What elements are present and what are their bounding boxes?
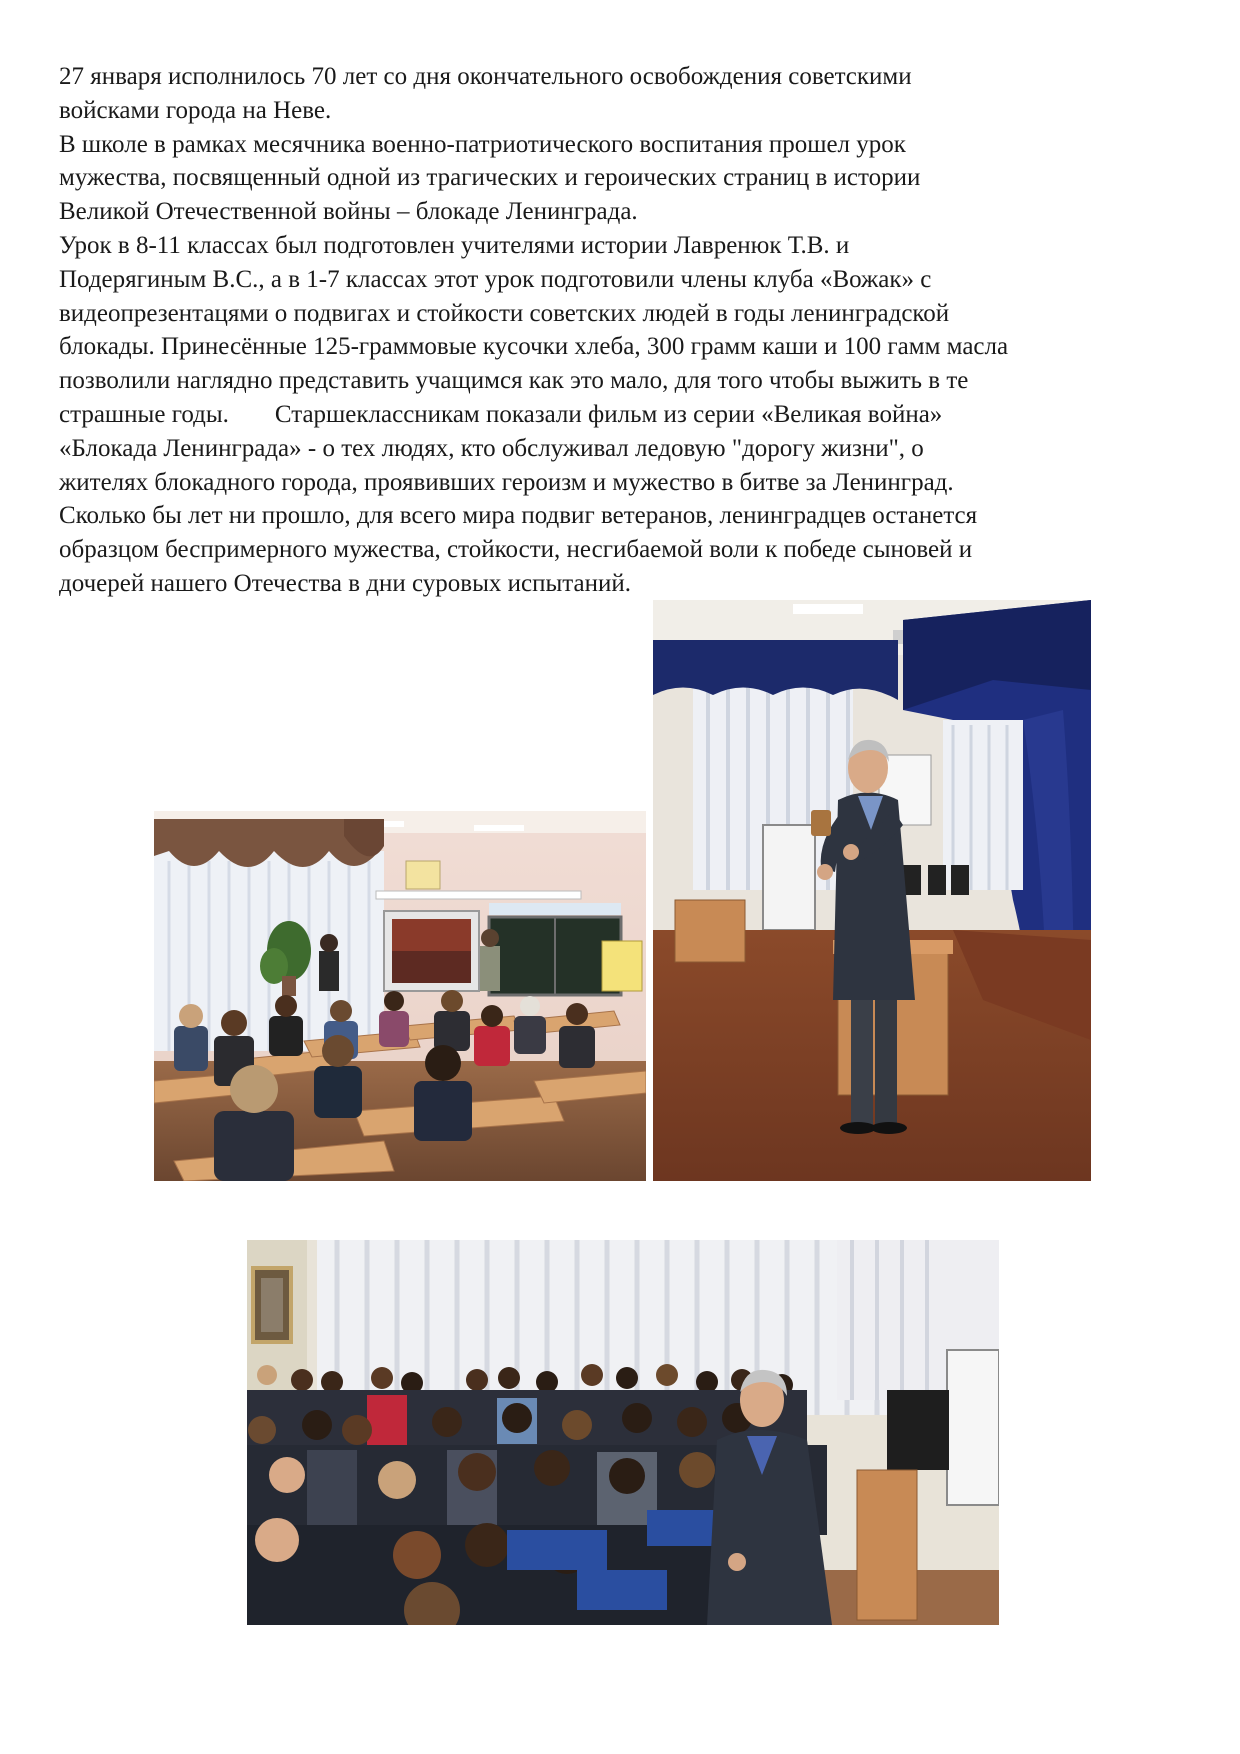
article-line [59,398,1189,432]
article-line: образцом беспримерного мужества, стойкости, несгибаемой воли к победе сыновей и [59,536,973,564]
article-line: войсками города на Неве. [59,96,332,124]
article-line: жителях блокадного города, проявивших героизм и мужество в битве за Ленинград. [59,468,954,496]
hall-illustration [247,1240,999,1625]
article-line-part: страшные годы. [59,400,229,428]
article-line: блокады. Принесённые 125-граммовые кусочки хлеба, 300 грамм каши и 100 гамм масла [59,333,1009,361]
article-line: Великой Отечественной войны – блокаде Ленинграда. [59,198,638,226]
photo-audience-hall [247,1240,999,1625]
article-line: видеопрезентацями о подвигах и стойкости советских людей в годы ленинградской [59,299,950,327]
article-line: Сколько бы лет ни прошло, для всего мира подвиг ветеранов, ленинградцев останется [59,502,978,530]
article-line: В школе в рамках месячника военно-патриотического воспитания прошел урок [59,130,906,158]
article-line: дочерей нашего Отечества в дни суровых испытаний. [59,569,632,597]
photo-classroom [154,811,646,1181]
article-line: мужества, посвященный одной из трагических и героических страниц в истории [59,164,921,192]
article-text [59,60,1189,601]
article-line: Подерягиным В.С., а в 1-7 классах этот урок подготовили члены клуба «Вожак» с [59,265,932,293]
article-line: позволили наглядно представить учащимся как это мало, для того чтобы выжить в те [59,367,969,395]
article-line-part: Старшеклассникам показали фильм из серии «Великая война» [274,400,943,428]
article-line: 27 января исполнилось 70 лет со дня окончательного освобождения советскими [59,63,912,90]
classroom-illustration [154,811,646,1181]
photo-veteran-speaker [653,600,1091,1181]
article-line: «Блокада Ленинграда» - о тех людях, кто обслуживал ледовую "дорогу жизни", о [59,434,924,462]
speaker-illustration [653,600,1091,1181]
article-line: Урок в 8-11 классах был подготовлен учителями истории Лавренюк Т.В. и [59,231,850,259]
